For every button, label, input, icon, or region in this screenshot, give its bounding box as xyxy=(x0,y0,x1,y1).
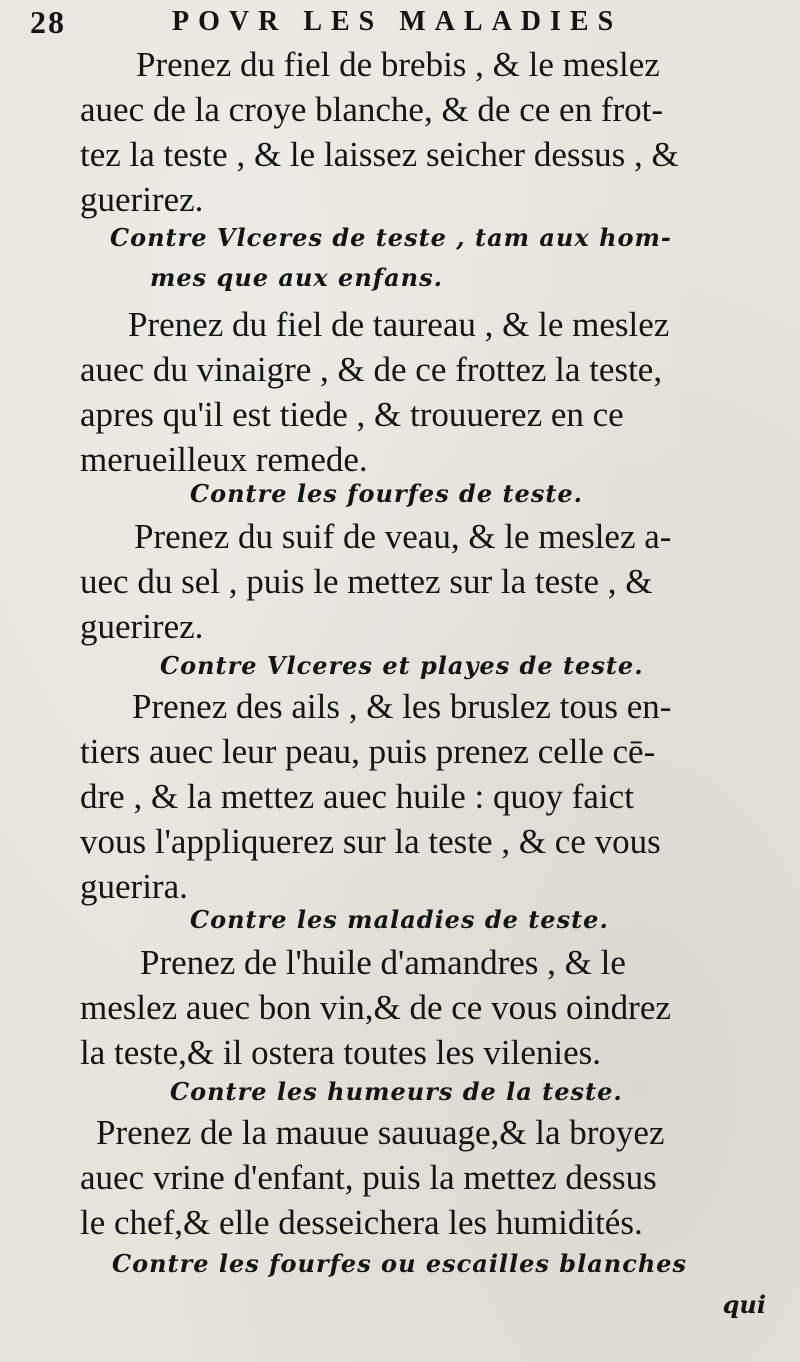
section-heading xyxy=(112,1244,770,1284)
text-line: Prenez des ails , & les bruslez tous en- xyxy=(132,687,672,726)
text-line: Prenez du suif de veau, & le meslez a- xyxy=(134,517,672,556)
recipe-paragraph xyxy=(80,42,770,222)
text-line: guerira. xyxy=(80,867,188,906)
text-line: meslez auec bon vin,& de ce vous oindrez xyxy=(80,988,671,1027)
section-heading xyxy=(190,900,770,940)
heading-line: Contre les maladies de teste. xyxy=(190,905,609,934)
text-line: Prenez du fiel de brebis , & le meslez xyxy=(136,45,660,84)
heading-line: Contre les fourfes ou escailles blanches xyxy=(112,1249,688,1278)
running-head: POVR LES MALADIES xyxy=(172,6,623,37)
section-heading xyxy=(170,1072,770,1112)
text-line: la teste,& il ostera toutes les vilenies. xyxy=(80,1033,601,1072)
text-line: tiers auec leur peau, puis prenez celle cē- xyxy=(80,732,656,771)
recipe-paragraph xyxy=(80,1110,770,1245)
text-line: Prenez du fiel de taureau , & le meslez xyxy=(128,305,670,344)
page-number: 28 xyxy=(30,4,66,40)
heading-line: Contre Vlceres de teste , tam aux hom- xyxy=(110,223,672,252)
recipe-paragraph xyxy=(80,684,770,909)
text-line: merueilleux remede. xyxy=(80,440,368,479)
text-line: auec du vinaigre , & de ce frottez la teste, xyxy=(80,350,663,389)
section-heading xyxy=(160,646,770,686)
text-line: apres qu'il est tiede , & trouuerez en ce xyxy=(80,395,624,434)
section-heading xyxy=(190,474,770,514)
heading-line: Contre les humeurs de la teste. xyxy=(170,1077,623,1106)
catchword: qui xyxy=(722,1290,766,1319)
text-line: uec du sel , puis le mettez sur la teste , & xyxy=(80,562,653,601)
text-line: dre , & la mettez auec huile : quoy faict xyxy=(80,777,634,816)
text-line: vous l'appliquerez sur la teste , & ce vous xyxy=(80,822,661,861)
text-line: auec de la croye blanche, & de ce en frot- xyxy=(80,90,664,129)
text-line: guerirez. xyxy=(80,180,204,219)
heading-line: Contre Vlceres et playes de teste. xyxy=(160,651,644,680)
recipe-paragraph xyxy=(80,514,770,649)
section-heading xyxy=(110,218,770,298)
text-line: auec vrine d'enfant, puis la mettez dessus xyxy=(80,1158,657,1197)
heading-line: Contre les fourfes de teste. xyxy=(190,479,584,508)
heading-line: mes que aux enfans. xyxy=(150,263,443,292)
text-line: Prenez de la mauue sauuage,& la broyez xyxy=(96,1113,665,1152)
text-line: le chef,& elle desseichera les humidités. xyxy=(80,1203,643,1242)
text-line: guerirez. xyxy=(80,607,204,646)
recipe-paragraph xyxy=(80,302,770,482)
recipe-paragraph xyxy=(80,940,770,1075)
text-line: Prenez de l'huile d'amandres , & le xyxy=(140,943,626,982)
text-line: tez la teste , & le laissez seicher dessus , & xyxy=(80,135,679,174)
page-header xyxy=(30,4,770,38)
